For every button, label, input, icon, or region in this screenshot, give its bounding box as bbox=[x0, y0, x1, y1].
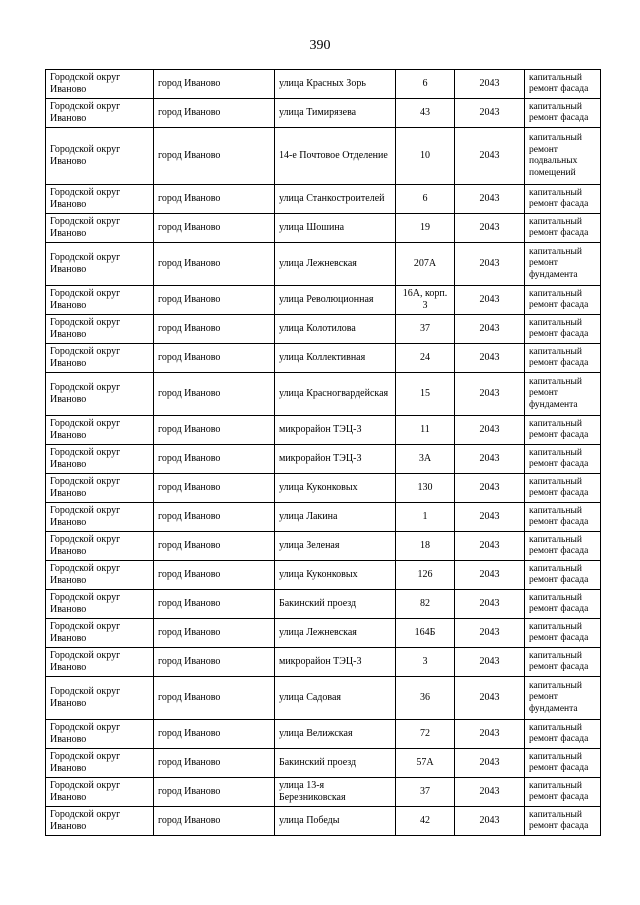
city-cell: город Иваново bbox=[154, 416, 275, 445]
district-cell: Городской округ Иваново bbox=[46, 344, 154, 373]
district-cell: Городской округ Иваново bbox=[46, 677, 154, 720]
city-cell: город Иваново bbox=[154, 648, 275, 677]
street-cell: улица Велижская bbox=[275, 720, 396, 749]
year-cell: 2043 bbox=[455, 503, 525, 532]
table-row bbox=[46, 445, 601, 474]
house-cell: 15 bbox=[396, 373, 455, 416]
house-cell: 43 bbox=[396, 99, 455, 128]
city-cell: город Иваново bbox=[154, 677, 275, 720]
street-cell: микрорайон ТЭЦ-3 bbox=[275, 416, 396, 445]
district-cell: Городской округ Иваново bbox=[46, 286, 154, 315]
year-cell: 2043 bbox=[455, 807, 525, 836]
work-type-cell: капитальный ремонт фасада bbox=[525, 720, 601, 749]
city-cell: город Иваново bbox=[154, 445, 275, 474]
work-type-cell: капитальный ремонт фасада bbox=[525, 344, 601, 373]
house-cell: 207А bbox=[396, 243, 455, 286]
house-cell: 18 bbox=[396, 532, 455, 561]
district-cell: Городской округ Иваново bbox=[46, 70, 154, 99]
table-row bbox=[46, 344, 601, 373]
year-cell: 2043 bbox=[455, 128, 525, 185]
house-cell: 37 bbox=[396, 315, 455, 344]
year-cell: 2043 bbox=[455, 416, 525, 445]
district-cell: Городской округ Иваново bbox=[46, 749, 154, 778]
street-cell: улица Красногвардейская bbox=[275, 373, 396, 416]
table-row bbox=[46, 561, 601, 590]
street-cell: улица Революционная bbox=[275, 286, 396, 315]
table-row bbox=[46, 590, 601, 619]
year-cell: 2043 bbox=[455, 720, 525, 749]
street-cell: улица Станкостроителей bbox=[275, 185, 396, 214]
work-type-cell: капитальный ремонт фасада bbox=[525, 315, 601, 344]
table-row bbox=[46, 214, 601, 243]
table-row bbox=[46, 619, 601, 648]
district-cell: Городской округ Иваново bbox=[46, 445, 154, 474]
work-type-cell: капитальный ремонт фасада bbox=[525, 99, 601, 128]
year-cell: 2043 bbox=[455, 214, 525, 243]
city-cell: город Иваново bbox=[154, 99, 275, 128]
city-cell: город Иваново bbox=[154, 590, 275, 619]
city-cell: город Иваново bbox=[154, 474, 275, 503]
house-cell: 57А bbox=[396, 749, 455, 778]
city-cell: город Иваново bbox=[154, 286, 275, 315]
city-cell: город Иваново bbox=[154, 532, 275, 561]
work-type-cell: капитальный ремонт фундамента bbox=[525, 373, 601, 416]
street-cell: улица Садовая bbox=[275, 677, 396, 720]
house-cell: 130 bbox=[396, 474, 455, 503]
table-row bbox=[46, 474, 601, 503]
street-cell: микрорайон ТЭЦ-3 bbox=[275, 648, 396, 677]
work-type-cell: капитальный ремонт фасада bbox=[525, 70, 601, 99]
house-cell: 6 bbox=[396, 70, 455, 99]
street-cell: Бакинский проезд bbox=[275, 590, 396, 619]
year-cell: 2043 bbox=[455, 749, 525, 778]
city-cell: город Иваново bbox=[154, 503, 275, 532]
house-cell: 36 bbox=[396, 677, 455, 720]
city-cell: город Иваново bbox=[154, 619, 275, 648]
table-row bbox=[46, 315, 601, 344]
district-cell: Городской округ Иваново bbox=[46, 503, 154, 532]
street-cell: улица Зеленая bbox=[275, 532, 396, 561]
work-type-cell: капитальный ремонт фасада bbox=[525, 619, 601, 648]
work-type-cell: капитальный ремонт фасада bbox=[525, 214, 601, 243]
district-cell: Городской округ Иваново bbox=[46, 648, 154, 677]
district-cell: Городской округ Иваново bbox=[46, 619, 154, 648]
house-cell: 10 bbox=[396, 128, 455, 185]
work-type-cell: капитальный ремонт фасада bbox=[525, 532, 601, 561]
city-cell: город Иваново bbox=[154, 561, 275, 590]
district-cell: Городской округ Иваново bbox=[46, 416, 154, 445]
table-row bbox=[46, 648, 601, 677]
street-cell: улица Куконковых bbox=[275, 561, 396, 590]
year-cell: 2043 bbox=[455, 532, 525, 561]
table-row bbox=[46, 503, 601, 532]
year-cell: 2043 bbox=[455, 778, 525, 807]
city-cell: город Иваново bbox=[154, 778, 275, 807]
district-cell: Городской округ Иваново bbox=[46, 720, 154, 749]
year-cell: 2043 bbox=[455, 590, 525, 619]
street-cell: улица Лежневская bbox=[275, 619, 396, 648]
table-row bbox=[46, 70, 601, 99]
district-cell: Городской округ Иваново bbox=[46, 373, 154, 416]
table-row bbox=[46, 749, 601, 778]
city-cell: город Иваново bbox=[154, 720, 275, 749]
house-cell: 6 bbox=[396, 185, 455, 214]
district-cell: Городской округ Иваново bbox=[46, 474, 154, 503]
house-cell: 3 bbox=[396, 648, 455, 677]
year-cell: 2043 bbox=[455, 70, 525, 99]
district-cell: Городской округ Иваново bbox=[46, 532, 154, 561]
district-cell: Городской округ Иваново bbox=[46, 99, 154, 128]
table-row bbox=[46, 286, 601, 315]
work-type-cell: капитальный ремонт фасада bbox=[525, 807, 601, 836]
repair-schedule-table bbox=[45, 69, 601, 836]
city-cell: город Иваново bbox=[154, 243, 275, 286]
street-cell: улица Победы bbox=[275, 807, 396, 836]
work-type-cell: капитальный ремонт фасада bbox=[525, 416, 601, 445]
district-cell: Городской округ Иваново bbox=[46, 778, 154, 807]
work-type-cell: капитальный ремонт фасада bbox=[525, 749, 601, 778]
house-cell: 37 bbox=[396, 778, 455, 807]
year-cell: 2043 bbox=[455, 648, 525, 677]
city-cell: город Иваново bbox=[154, 70, 275, 99]
city-cell: город Иваново bbox=[154, 749, 275, 778]
year-cell: 2043 bbox=[455, 445, 525, 474]
street-cell: улица Тимирязева bbox=[275, 99, 396, 128]
street-cell: улица Лежневская bbox=[275, 243, 396, 286]
table-row bbox=[46, 778, 601, 807]
district-cell: Городской округ Иваново bbox=[46, 185, 154, 214]
year-cell: 2043 bbox=[455, 561, 525, 590]
city-cell: город Иваново bbox=[154, 373, 275, 416]
table-row bbox=[46, 99, 601, 128]
work-type-cell: капитальный ремонт фасада bbox=[525, 474, 601, 503]
work-type-cell: капитальный ремонт фундамента bbox=[525, 677, 601, 720]
city-cell: город Иваново bbox=[154, 214, 275, 243]
house-cell: 126 bbox=[396, 561, 455, 590]
street-cell: Бакинский проезд bbox=[275, 749, 396, 778]
table-row bbox=[46, 128, 601, 185]
table-row bbox=[46, 807, 601, 836]
year-cell: 2043 bbox=[455, 99, 525, 128]
year-cell: 2043 bbox=[455, 474, 525, 503]
year-cell: 2043 bbox=[455, 344, 525, 373]
work-type-cell: капитальный ремонт подвальных помещений bbox=[525, 128, 601, 185]
district-cell: Городской округ Иваново bbox=[46, 590, 154, 619]
district-cell: Городской округ Иваново bbox=[46, 243, 154, 286]
work-type-cell: капитальный ремонт фасада bbox=[525, 590, 601, 619]
district-cell: Городской округ Иваново bbox=[46, 807, 154, 836]
district-cell: Городской округ Иваново bbox=[46, 561, 154, 590]
work-type-cell: капитальный ремонт фасада bbox=[525, 445, 601, 474]
table-row bbox=[46, 532, 601, 561]
table-row bbox=[46, 416, 601, 445]
city-cell: город Иваново bbox=[154, 315, 275, 344]
district-cell: Городской округ Иваново bbox=[46, 214, 154, 243]
house-cell: 16А, корп. 3 bbox=[396, 286, 455, 315]
house-cell: 164Б bbox=[396, 619, 455, 648]
district-cell: Городской округ Иваново bbox=[46, 315, 154, 344]
work-type-cell: капитальный ремонт фасада bbox=[525, 561, 601, 590]
work-type-cell: капитальный ремонт фасада bbox=[525, 286, 601, 315]
street-cell: улица 13-я Березниковская bbox=[275, 778, 396, 807]
street-cell: улица Куконковых bbox=[275, 474, 396, 503]
house-cell: 19 bbox=[396, 214, 455, 243]
year-cell: 2043 bbox=[455, 243, 525, 286]
street-cell: микрорайон ТЭЦ-3 bbox=[275, 445, 396, 474]
street-cell: улица Красных Зорь bbox=[275, 70, 396, 99]
city-cell: город Иваново bbox=[154, 807, 275, 836]
house-cell: 24 bbox=[396, 344, 455, 373]
year-cell: 2043 bbox=[455, 315, 525, 344]
street-cell: улица Лакина bbox=[275, 503, 396, 532]
year-cell: 2043 bbox=[455, 185, 525, 214]
table-body bbox=[46, 70, 601, 836]
city-cell: город Иваново bbox=[154, 344, 275, 373]
city-cell: город Иваново bbox=[154, 128, 275, 185]
table-row bbox=[46, 185, 601, 214]
house-cell: 82 bbox=[396, 590, 455, 619]
table-row bbox=[46, 243, 601, 286]
street-cell: улица Шошина bbox=[275, 214, 396, 243]
work-type-cell: капитальный ремонт фасада bbox=[525, 503, 601, 532]
year-cell: 2043 bbox=[455, 373, 525, 416]
table-row bbox=[46, 677, 601, 720]
street-cell: улица Коллективная bbox=[275, 344, 396, 373]
work-type-cell: капитальный ремонт фасада bbox=[525, 778, 601, 807]
street-cell: улица Колотилова bbox=[275, 315, 396, 344]
page-number: 390 bbox=[309, 38, 331, 53]
house-cell: 1 bbox=[396, 503, 455, 532]
house-cell: 42 bbox=[396, 807, 455, 836]
city-cell: город Иваново bbox=[154, 185, 275, 214]
year-cell: 2043 bbox=[455, 677, 525, 720]
work-type-cell: капитальный ремонт фундамента bbox=[525, 243, 601, 286]
year-cell: 2043 bbox=[455, 286, 525, 315]
work-type-cell: капитальный ремонт фасада bbox=[525, 648, 601, 677]
street-cell: 14-е Почтовое Отделение bbox=[275, 128, 396, 185]
table-row bbox=[46, 720, 601, 749]
house-cell: 11 bbox=[396, 416, 455, 445]
work-type-cell: капитальный ремонт фасада bbox=[525, 185, 601, 214]
house-cell: 72 bbox=[396, 720, 455, 749]
year-cell: 2043 bbox=[455, 619, 525, 648]
table-row bbox=[46, 373, 601, 416]
house-cell: 3А bbox=[396, 445, 455, 474]
district-cell: Городской округ Иваново bbox=[46, 128, 154, 185]
